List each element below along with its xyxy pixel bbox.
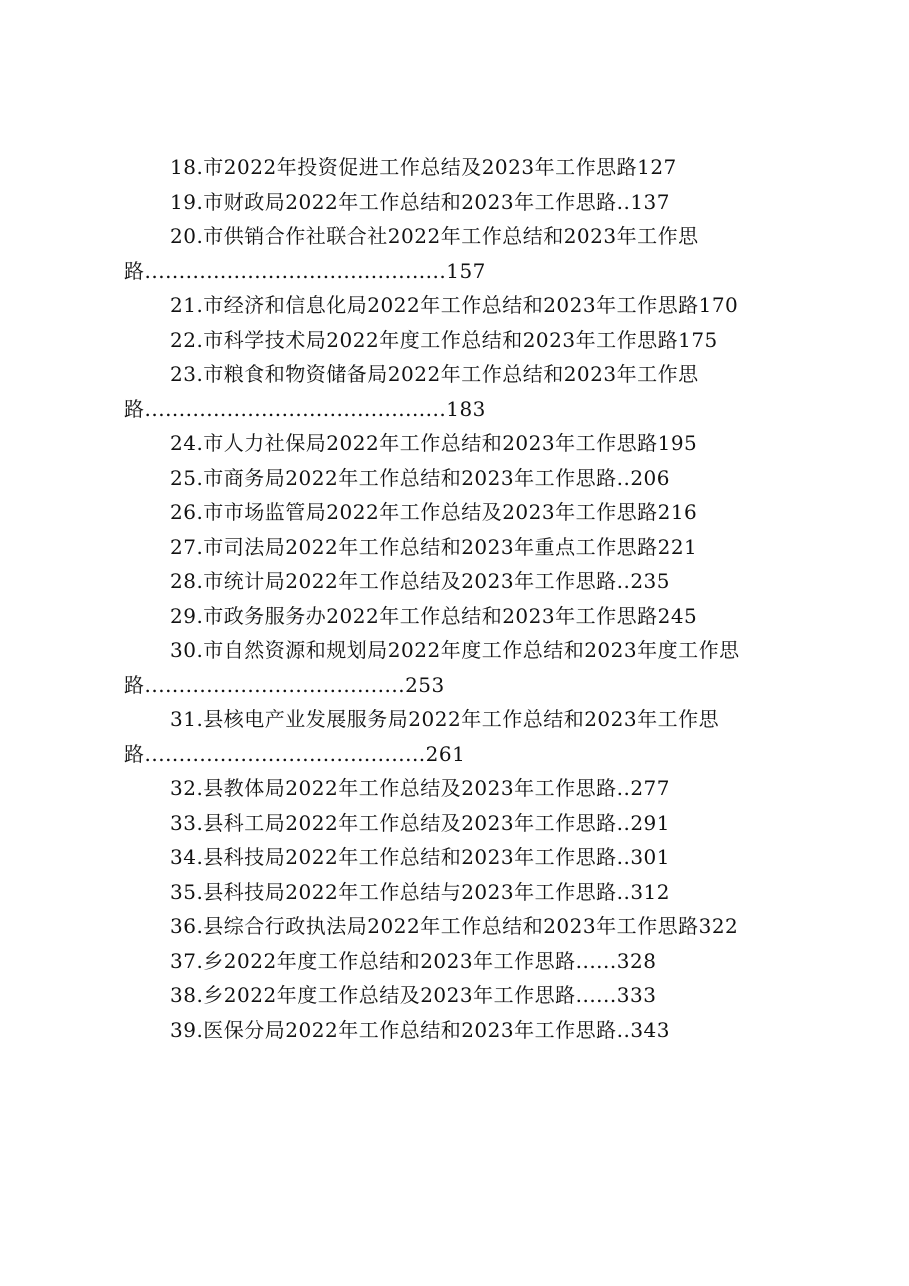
toc-entry-25[interactable]: 25.市商务局2022年工作总结和2023年工作思路..206 [170,465,670,490]
toc-entry-32[interactable]: 32.县教体局2022年工作总结及2023年工作思路..277 [170,776,670,800]
toc-entry-30[interactable]: 30.市自然资源和规划局2022年度工作总结和2023年度工作思路......................................253 [124,638,740,697]
toc-entry-24[interactable]: 24.市人力社保局2022年工作总结和2023年工作思路195 [170,431,698,455]
toc-entry-19[interactable]: 19.市财政局2022年工作总结和2023年工作思路..137 [170,189,670,214]
toc-entry-27[interactable]: 27.市司法局2022年工作总结和2023年重点工作思路221 [170,534,698,559]
toc-entry-26[interactable]: 26.市市场监管局2022年工作总结及2023年工作思路216 [170,500,698,524]
toc-entry-31[interactable]: 31.县核电产业发展服务局2022年工作总结和2023年工作思路.........................................261 [124,707,720,766]
toc-entry-33[interactable]: 33.县科工局2022年工作总结及2023年工作思路..291 [170,810,670,835]
toc-entry-36[interactable]: 36.县综合行政执法局2022年工作总结和2023年工作思路322 [170,914,739,938]
toc-entry-29[interactable]: 29.市政务服务办2022年工作总结和2023年工作思路245 [170,603,698,628]
toc-entry-20[interactable]: 20.市供销合作社联合社2022年工作总结和2023年工作思路............................................157 [124,224,699,283]
toc-entry-21[interactable]: 21.市经济和信息化局2022年工作总结和2023年工作思路170 [170,293,739,317]
toc-entry-23[interactable]: 23.市粮食和物资储备局2022年工作总结和2023年工作思路............................................183 [124,362,699,421]
toc-entry-39[interactable]: 39.医保分局2022年工作总结和2023年工作思路..343 [170,1017,670,1042]
toc-entry-34[interactable]: 34.县科技局2022年工作总结和2023年工作思路..301 [170,845,670,869]
toc-entry-38[interactable]: 38.乡2022年度工作总结及2023年工作思路......333 [170,983,657,1007]
table-of-contents [124,150,796,1047]
toc-entry-37[interactable]: 37.乡2022年度工作总结和2023年工作思路......328 [170,948,657,973]
toc-entry-28[interactable]: 28.市统计局2022年工作总结及2023年工作思路..235 [170,569,670,593]
toc-entry-35[interactable]: 35.县科技局2022年工作总结与2023年工作思路..312 [170,879,670,904]
toc-entry-22[interactable]: 22.市科学技术局2022年度工作总结和2023年工作思路175 [170,327,718,352]
toc-entry-18[interactable]: 18.市2022年投资促进工作总结及2023年工作思路127 [170,155,677,179]
